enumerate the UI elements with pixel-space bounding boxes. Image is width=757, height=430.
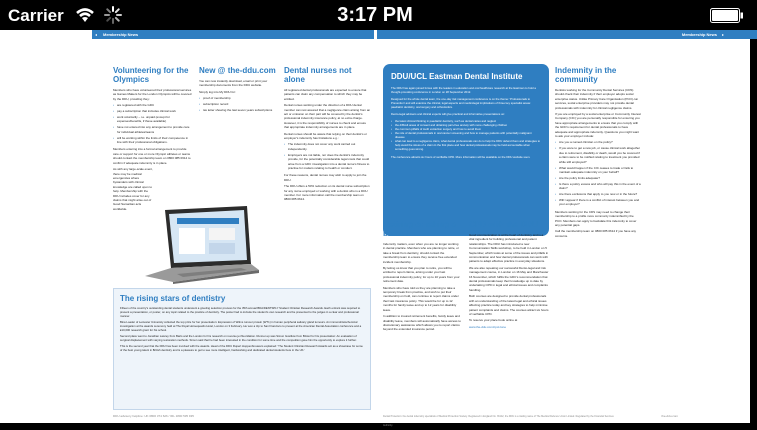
list-item: • Employers are not liable, nor does the dentist's indemnity provide, for the potentially considerable legal costs that could arise from a GDC investigation into a dental nurse's fitness to practise for matters relating to health or conduct.: [284, 153, 371, 171]
page-header-right: [377, 30, 757, 39]
article-community: [555, 66, 641, 240]
article-paragraph: Good communication is at the heart of dentistry and is a vital ingredient for building professional and patient relationships. The DDU has introduced a new Communication Skills workshop, to be held in London on 5 September, which looks at some of the issues and pitfalls in communication and how dental professionals can work with patients to adapt effective practice in everyday situations.: [469, 233, 549, 264]
article-title: Retiring or taking a break?: [383, 220, 456, 238]
article-paragraph: The DDU has again joined forces with the leaders in education and oral healthcare research at the Eastman to hold a thought-provoking conference in London on 28 September 2012.: [391, 86, 536, 94]
article-paragraph: By letting us know that you plan to retire, you will be entitled to report claims, arising under your last professional indemnity policy, for up to 10 years from your retirement date.: [383, 266, 460, 284]
article-eastman-institute: [383, 64, 549, 236]
article-paragraph: Dental nurses working under the direction of a DDU dental member can rest assured that a negligence claim arising from an act or omission on their part will be covered by the dentist's professional indemnity insurance policy, at no extra charge. However, it is the responsibility of nurses to check and ensure that appropriate indemnity arrangements are in place.: [284, 103, 371, 130]
article-website: [199, 66, 276, 115]
article-paragraph: Designed for the whole dental team, the one-day risk management conference is on the theme: 'Professionals to Prevention' and will examine the clinical, legal aspects and medicolegal implications of three key specialist areas: paediatric dentistry, oral surgery and orthodontics.: [391, 97, 531, 109]
article-paragraph: Members entering into a formal arrangement to provide care or support for one or more Olympic athletes or teams should contact the membership team on 0800 085 0614 to confirm if adequate indemnity is in place.: [113, 147, 191, 165]
article-cpd: [469, 220, 549, 331]
article-bullet-list: [284, 142, 371, 170]
article-paragraph: Both courses are designed to provide dental professionals with an understanding of the latest legal and ethical issues affecting practice today and key strategies to help minimise patient complaints and claims. The courses attract six hours of verifiable CPD.: [469, 294, 549, 316]
article-paragraph: Members who have told us they are planning to take a temporary break from practice, and wish to put their membership on hold, can continue to report claims under their last insurance policy. This would be for up to 12 months for family leave and up to 12 years for disability leave.: [383, 285, 459, 312]
list-item: • pay a subscription that includes clinical work: [113, 109, 193, 113]
article-title: CPD with the DDU: [469, 220, 538, 229]
page-footer-url: the-ddu.com: [661, 414, 678, 418]
list-item: • If you were to get a new job, or cause clinical work altogether due to retirement, disability or death, would you be covered if a claim were to be notified relating to treatment you provided while still employed?: [555, 146, 641, 164]
list-item: • will be working within the limits of their competence in line with their professional obligations.: [113, 136, 193, 145]
article-title: DDU/UCL Eastman Dental Institute: [391, 72, 523, 81]
page-header-left: [92, 30, 374, 39]
list-item: • The indemnity does not cover any work carried out independently.: [284, 142, 371, 151]
page-footer-left: DDU advisory helpline: UK 0800 374 626 / IRL 1800 535 935: [113, 414, 194, 418]
article-paragraph: If you are employed by a social enterprise or Community Interest Company (CIC) you are personally responsible for ensuring you have appropriate arrangements to ensure that you comply with the GDC's requirement for dental professionals to have adequate and appropriate indemnity. Questions you might want to ask your employer include:: [555, 112, 641, 139]
article-paragraph: We are also repeating our successful Dento-legal and risk management course, in London on 16 May and Manchester 16 November, which fulfils the GDC's recommendation that dental professionals keep their knowledge up to date by undertaking CPD in legal and ethical issues and complaints handling.: [469, 265, 549, 292]
article-paragraph: Members who have volunteered their professional services as Games Makers for the London Olympics will be covered by the DDU, providing they:: [113, 88, 192, 101]
article-paragraph: Second place went to Jonathan Lawrey from Barts and the London for his research on reverse jet fluoridation. Runner-up was Simon Gustilow from Bristol for his presentation: An evaluation of surgical displacement with varying restoration methods. Simon said that he had been interested in the condition for some time and the competition gave him the opportunity to explore it further.: [120, 334, 357, 342]
list-item: • the role of dental professionals in oral cancer screening and how to manage patients with potentially malignant disease: [391, 131, 541, 139]
list-item: • Are there exclusions that apply to you now or in the future?: [555, 192, 641, 196]
list-item: • what can lead to a negligence claim, what dental professionals can do to help the DDU defend them and strategies to help avoid the stress of a claim in the first place and how dental professionals may be held accountable when something goes wrong.: [391, 139, 541, 151]
article-title: Volunteering for the Olympics: [113, 66, 189, 84]
cpd-link[interactable]: www.the-ddu.com/cpd-zone: [469, 324, 507, 329]
list-item: • the latest clinical thinking in paediatric dentistry, such as dental caries and neglect: [391, 119, 541, 123]
article-paragraph: Dentists working for the Community Dental Services (CDS) should check their indemnity if their employer adopts social enterprise status. Unlike Primary Care Organisation (PCO)-run services, social enterprise providers may not provide dental professionals with indemnity for clinical negligence claims.: [555, 88, 639, 110]
list-item: • have not entered into any arrangement to provide care for individual athletes/teams: [113, 125, 193, 134]
clock-label: 3:17 PM: [337, 4, 413, 26]
page-header-arrow-right-icon: ▸: [721, 32, 724, 37]
article-paragraph: The conference attracts six hours of verifiable CPD. More information will be available on the DDU website soon.: [391, 155, 531, 159]
article-paragraph: Dental nurses should be aware that relying on their dentist's or employer's indemnity has limitations e.g.:: [284, 131, 367, 141]
article-paragraph: Indemnity matters, even when you are no longer working in dental practice. Members who are planning to retire, or take a break from dentistry, should contact the membership team to ensure they receive free extended incident membership.: [383, 242, 459, 264]
list-item: • Will I appear if there is a conflict of interest between you and your employer?: [555, 198, 641, 207]
list-item: • Are you a named clinician on the policy?: [555, 140, 641, 144]
article-dental-nurses: [284, 66, 371, 204]
battery-icon: [710, 8, 744, 23]
article-paragraph: The DDU offers a 50% reduction on its dental nurse subscription for any nurse employed or working with a dentist who is a DDU member. For more information call the membership team on 0800 085 0614.: [284, 184, 370, 202]
page-header-title: Membership News: [103, 32, 139, 37]
article-bullet-list: [113, 103, 193, 144]
list-item: • the difficult areas of consent and obtaining pain-free anxiety with more challenging children: [391, 123, 541, 127]
article-title: Dental nurses not alone: [284, 66, 352, 84]
article-olympics: [113, 66, 193, 213]
list-item: • proof of membership: [199, 96, 276, 100]
article-paragraph: Bina Loader of Leicester University collected the top prize for her presentation: Expression of Wilms tumour protein (WT1) in human peripheral salivary gland tumours. An immunohistochemical investigation at the awards ceremony held at The Royal Horsequards Hotel, London on 3 February. He won a trip to San Francisco to present at the American Dental Association conference and a £10,000 research grant for his school.: [120, 320, 362, 332]
list-item: • the common pitfalls of tooth extraction surgery and how to avoid them: [391, 127, 541, 131]
article-paragraph: Fifteen of the country's outstanding dental students underwent a grueling selection process for the 35th annual BDA/DENTSPLY Student Clinician Research Awards. Each entrant was required to present a presentation, or poster, on any topic related to the practice of dentistry. The poster had to include the student's own research and be presented to the judges in a clear and professional manner.: [120, 306, 361, 318]
article-paragraph: For these reasons, dental nurses may wish to apply to join the DDU.: [284, 173, 367, 182]
list-item: • work voluntarily – i.e. unpaid (except for expenses/benefits, if these available): [113, 115, 193, 124]
list-item: • subscription record: [199, 102, 276, 106]
laptop-illustration: [143, 206, 261, 284]
article-rising-stars: [113, 288, 371, 410]
article-paragraph: In addition to insured retirement benefits, family leave and disability leave, members will automatically have access to discretionary assistance which allows you to report claims beyond the extended insurance period.: [383, 314, 461, 332]
status-bar: [0, 0, 750, 30]
list-item: • Are the policy limits adequate?: [555, 176, 641, 180]
article-paragraph: To reserve your place book online at: [469, 318, 518, 323]
article-paragraph: This is the second year that the DDU has been involved with the awards. Head of the DDU Rupert Hoppenbrouwers explained: 'The Student Clinician Research Awards act as a showcase for some of the best young talent in British dentistry and is a pleasure to get to see more intelligent, hardworking and dedicated dental students here in the UK.': [120, 344, 363, 352]
carrier-label: Carrier: [8, 6, 64, 25]
article-retiring: [383, 220, 461, 334]
article-paragraph: Dento-legal advisers and clinical experts will give practical and informative presentations on:: [391, 112, 505, 116]
list-item: • Is there a policy excess and who will pay this in the event of a claim?: [555, 182, 641, 191]
page-header-arrow-icon: ◂: [95, 32, 98, 37]
article-bullet-list: [555, 140, 641, 206]
document-page[interactable]: [0, 30, 750, 427]
article-paragraph: As with any large-scale event, there may be medical emergencies where bystanders with clinical knowledge are called upon to help. Membership with the DDU includes cover for any claims that might arise out of Good Samaritan acts worldwide.: [113, 167, 153, 211]
article-paragraph: Members working for the CDS may need to change their membership to a profile more commonly indemnified by the PCO. Members can apply to backdate this indemnity to cover any potential gaps.: [555, 209, 637, 227]
list-item: • tax letter showing the last seven years subscriptions: [199, 108, 276, 112]
article-title: Indemnity in the community: [555, 66, 617, 84]
page-footer-note: Dental Protection: the dental indemnity specialists of Medical Protection Society. Registered in England No. 36142, the DDU is a trading name of The Medical Defence Union Limited. Regulated by the Financial Services Authority.: [383, 415, 614, 427]
article-paragraph: Call the membership team on 0800 085 0614 if you have any concerns.: [555, 229, 637, 238]
list-item: • What would happen if the CIC ceases to trade or fails to maintain adequate indemnity on your behalf?: [555, 166, 641, 175]
article-paragraph: You can now instantly download, email or print your membership documents from the DDU website.: [199, 79, 268, 88]
article-bullet-list: [199, 96, 276, 112]
article-bullet-list: [391, 119, 541, 151]
article-title: New @ the-ddu.com: [199, 66, 276, 75]
list-item: • are registered with the GDC: [113, 103, 193, 107]
article-paragraph: All registered dental professionals are expected to ensure that patients can claim any compensation to which they may be entitled.: [284, 88, 367, 101]
article-paragraph: Simply log into My DDU for:: [199, 89, 236, 94]
article-title: The rising stars of dentistry: [120, 294, 226, 303]
page-header-title-right: Membership News: [681, 32, 717, 37]
